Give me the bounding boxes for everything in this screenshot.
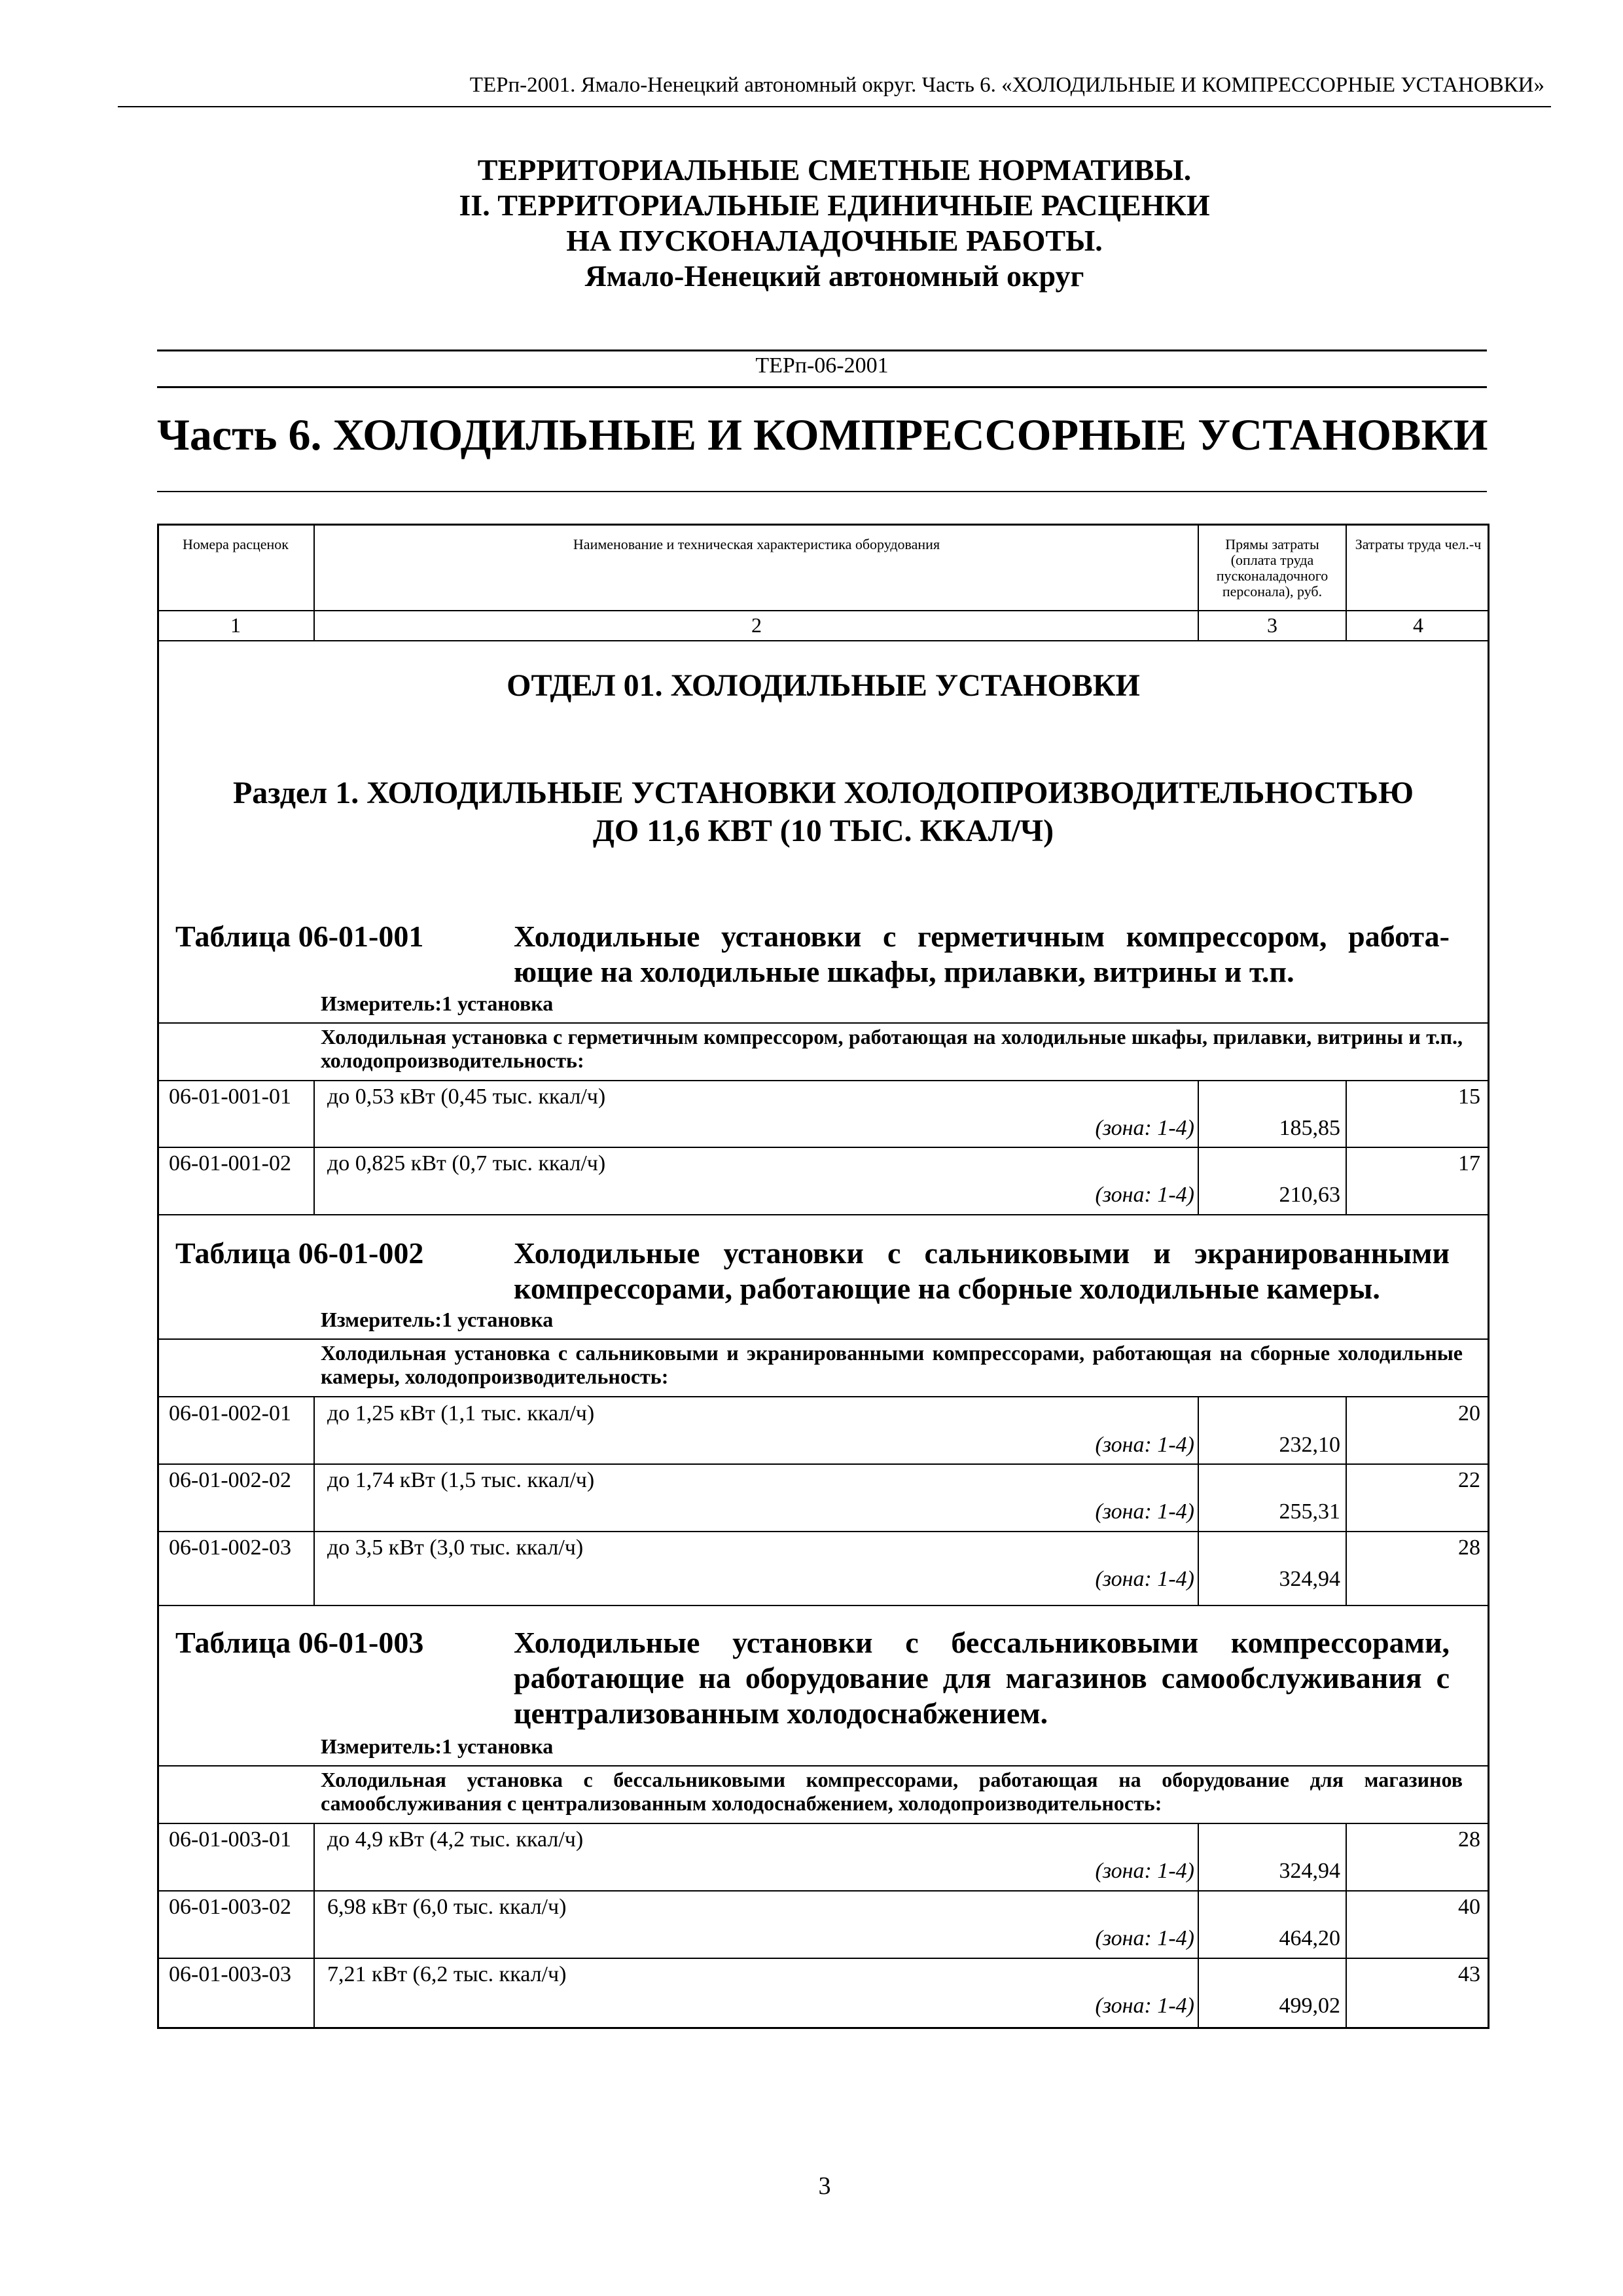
column-header-name: Наименование и техническая характеристика оборудования [573, 536, 940, 552]
column-number: 4 [1413, 613, 1423, 637]
rate-description: до 0,825 кВт (0,7 тыс. ккал/ч) [327, 1151, 606, 1175]
direct-cost: 185,85 [1279, 1116, 1340, 1140]
title-line: ТЕРРИТОРИАЛЬНЫЕ СМЕТНЫЕ НОРМАТИВЫ. [477, 153, 1192, 187]
zone-note: (зона: 1-4) [1095, 1433, 1194, 1457]
table-title: Холодильные установки с герметичным компрессором, работающие на холодильные шкафы, прилавки, витрины и т.п. [514, 920, 1450, 988]
column-divider [313, 1396, 315, 1605]
rate-description: до 0,53 кВт (0,45 тыс. ккал/ч) [327, 1085, 606, 1109]
zone-note: (зона: 1-4) [1095, 1994, 1194, 2018]
section-title-line: Раздел 1. ХОЛОДИЛЬНЫЕ УСТАНОВКИ ХОЛОДОПРОИЗВОДИТЕЛЬНОСТЬЮ [232, 776, 1414, 810]
rate-code: 06-01-001-01 [169, 1085, 291, 1109]
table-measure: Измеритель:1 установка [321, 992, 554, 1015]
table-rule [157, 1080, 1489, 1081]
header-rule [157, 640, 1489, 641]
row-rule [157, 1531, 1489, 1532]
labor-cost: 28 [1458, 1535, 1480, 1560]
labor-cost: 40 [1458, 1895, 1480, 1919]
rate-code: 06-01-002-03 [169, 1535, 291, 1560]
direct-cost: 324,94 [1279, 1859, 1340, 1883]
table-measure: Измеритель:1 установка [321, 1734, 554, 1758]
column-divider [1346, 1396, 1347, 1605]
running-head: ТЕРп-2001. Ямало-Ненецкий автономный округ. Часть 6. «ХОЛОДИЛЬНЫЕ И КОМПРЕССОРНЫЕ УСТАНОВКИ» [469, 73, 1544, 97]
column-divider [1198, 1823, 1199, 2029]
table-rule [157, 1338, 1489, 1340]
table-label: Таблица 06-01-003 [175, 1626, 424, 1659]
code-rule-bottom [157, 386, 1487, 388]
rate-code: 06-01-003-03 [169, 1962, 291, 1986]
row-rule [157, 1958, 1489, 1959]
header-col-divider [1346, 524, 1347, 640]
rate-code: 06-01-003-01 [169, 1827, 291, 1852]
zone-note: (зона: 1-4) [1095, 1499, 1194, 1524]
code-rule-top [157, 350, 1487, 351]
column-divider [1198, 1396, 1199, 1605]
group-description: Холодильная установка с сальниковыми и экранированными компрессорами, работающая на сборные холодильные камеры, холодопроизводительность: [321, 1341, 1463, 1388]
labor-cost: 17 [1458, 1151, 1480, 1175]
column-number: 2 [751, 613, 762, 637]
page-number: 3 [818, 2172, 831, 2200]
header-col-divider [1198, 524, 1199, 640]
rate-code: 06-01-002-02 [169, 1468, 291, 1492]
row-rule [157, 1214, 1489, 1215]
direct-cost: 499,02 [1279, 1994, 1340, 2018]
section-title-line: ДО 11,6 КВТ (10 ТЫС. ККАЛ/Ч) [592, 814, 1054, 848]
zone-note: (зона: 1-4) [1095, 1183, 1194, 1207]
table-label: Таблица 06-01-001 [175, 920, 424, 953]
column-header-codes: Номера расценок [183, 536, 289, 552]
zone-note: (зона: 1-4) [1095, 1859, 1194, 1883]
direct-cost: 255,31 [1279, 1499, 1340, 1524]
rate-code: 06-01-003-02 [169, 1895, 291, 1919]
row-rule [157, 1605, 1489, 1606]
document-title [118, 152, 1551, 294]
table-measure: Измеритель:1 установка [321, 1308, 554, 1331]
table-title: Холодильные установки с сальниковыми и экранированными компрессорами, работающие на сборные холодильные камеры. [514, 1236, 1450, 1305]
direct-cost: 324,94 [1279, 1567, 1340, 1591]
zone-note: (зона: 1-4) [1095, 1567, 1194, 1591]
column-divider [1346, 1823, 1347, 2029]
title-line: Ямало-Ненецкий автономный округ [584, 259, 1084, 293]
column-divider [313, 1823, 315, 2029]
labor-cost: 22 [1458, 1468, 1480, 1492]
labor-cost: 28 [1458, 1827, 1480, 1852]
row-rule [157, 1463, 1489, 1465]
table-rule [157, 1396, 1489, 1397]
running-head-rule [118, 106, 1551, 107]
part-title-rule [157, 491, 1487, 492]
part-title: Часть 6. ХОЛОДИЛЬНЫЕ И КОМПРЕССОРНЫЕ УСТАНОВКИ [157, 410, 1488, 459]
department-title: ОТДЕЛ 01. ХОЛОДИЛЬНЫЕ УСТАНОВКИ [507, 668, 1140, 703]
title-line: II. ТЕРРИТОРИАЛЬНЫЕ ЕДИНИЧНЫЕ РАСЦЕНКИ [459, 188, 1210, 222]
direct-cost: 464,20 [1279, 1926, 1340, 1950]
document-code: ТЕРп-06-2001 [755, 353, 889, 378]
labor-cost: 20 [1458, 1401, 1480, 1426]
rate-description: до 3,5 кВт (3,0 тыс. ккал/ч) [327, 1535, 584, 1560]
zone-note: (зона: 1-4) [1095, 1116, 1194, 1140]
header-col-divider [313, 524, 315, 640]
column-number: 3 [1267, 613, 1277, 637]
group-description: Холодильная установка с бессальниковыми компрессорами, работающая на оборудование для магазинов самообслуживания с централизованным холодоснабжением, холодопроизводительность: [321, 1768, 1463, 1815]
labor-cost: 15 [1458, 1085, 1480, 1109]
direct-cost: 210,63 [1279, 1183, 1340, 1207]
labor-cost: 43 [1458, 1962, 1480, 1986]
row-rule [157, 1890, 1489, 1892]
direct-cost: 232,10 [1279, 1433, 1340, 1457]
table-rule [157, 1765, 1489, 1767]
row-rule [157, 1147, 1489, 1148]
header-rule [157, 610, 1489, 611]
column-header-labor: Затраты труда чел.-ч [1355, 536, 1482, 552]
rate-description: 6,98 кВт (6,0 тыс. ккал/ч) [327, 1895, 567, 1919]
title-line: НА ПУСКОНАЛАДОЧНЫЕ РАБОТЫ. [566, 224, 1103, 257]
rate-description: до 1,74 кВт (1,5 тыс. ккал/ч) [327, 1468, 595, 1492]
table-rule [157, 1022, 1489, 1024]
table-rule [157, 1823, 1489, 1824]
zone-note: (зона: 1-4) [1095, 1926, 1194, 1950]
column-number: 1 [230, 613, 241, 637]
rate-code: 06-01-001-02 [169, 1151, 291, 1175]
rate-description: до 1,25 кВт (1,1 тыс. ккал/ч) [327, 1401, 595, 1426]
rate-description: до 4,9 кВт (4,2 тыс. ккал/ч) [327, 1827, 584, 1852]
rate-description: 7,21 кВт (6,2 тыс. ккал/ч) [327, 1962, 567, 1986]
table-title: Холодильные установки с бессальниковыми компрессорами, работающие на оборудование для магазинов самообслуживания с централизованным холодоснабжением. [514, 1626, 1450, 1730]
rate-code: 06-01-002-01 [169, 1401, 291, 1426]
section-title [157, 774, 1489, 850]
table-label: Таблица 06-01-002 [175, 1236, 424, 1270]
group-description: Холодильная установка с герметичным компрессором, работающая на холодильные шкафы, прилавки, витрины и т.п., холодопроизводительность: [321, 1025, 1463, 1072]
column-header-direct-costs: Прямы затраты (оплата труда пусконаладочного персонала), руб. [1216, 536, 1329, 600]
